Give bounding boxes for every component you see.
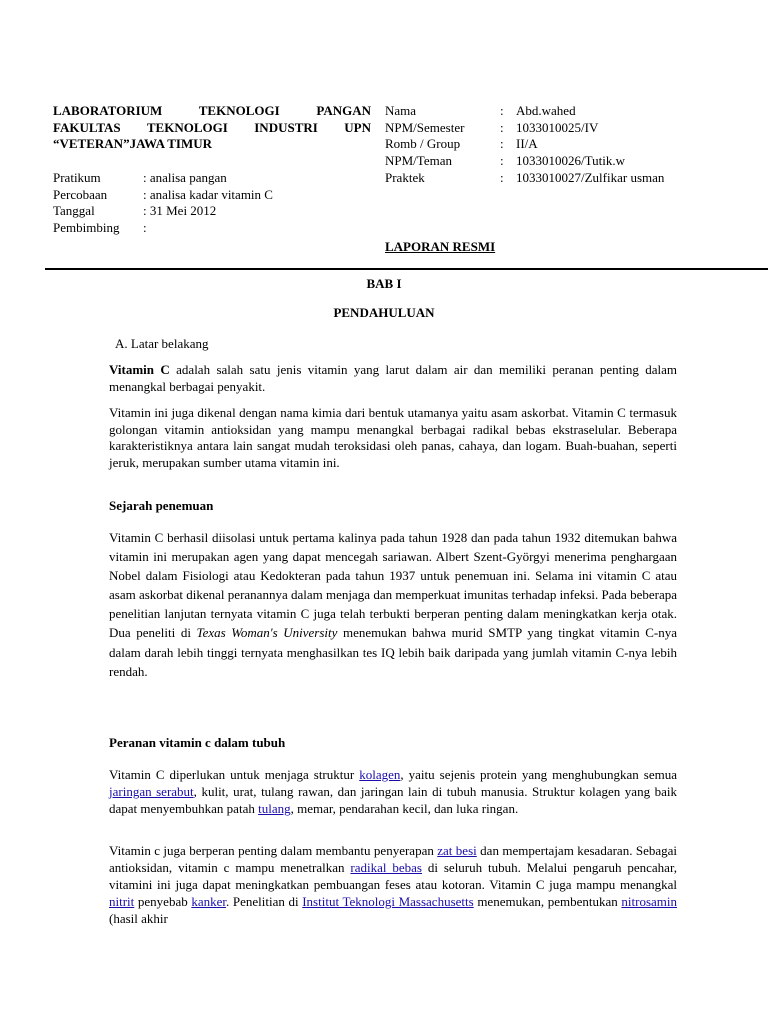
name-label: Nama [385,103,417,118]
group-label: Romb / Group [385,136,461,152]
paragraph-text: Vitamin C diperlukan untuk menjaga struktur [109,767,360,782]
practicum-value: : analisa pangan [143,170,227,185]
paragraph-text: Vitamin c juga berperan penting dalam membantu penyerapan [109,843,438,858]
name-row [385,103,664,120]
link-kolagen[interactable]: kolagen [359,767,401,782]
link-kanker[interactable]: kanker [191,894,226,909]
paragraph-text: menemukan, pembentukan [473,894,622,909]
practicum-label: Pratikum [53,170,101,185]
link-nitrit[interactable]: nitrit [109,894,135,909]
practicum-info [53,170,273,237]
colon: : [500,153,504,169]
paragraph-text: di seluruh tubuh. Melalui pengaruh pencahar, vitamini ini juga dapat meningkatkan pembuangan feses atau kotoran. Vitamin C juga mampu menangkal [109,860,677,892]
student-info [385,103,664,187]
colon: : [500,103,504,118]
supervisor-row [53,220,273,237]
experiment-row [53,187,273,204]
link-radikal-bebas[interactable]: radikal bebas [350,860,422,875]
paragraph-iron [109,842,677,927]
date-row [53,203,273,220]
npm-semester-label: NPM/Semester [385,119,465,135]
paragraph-ascorbic: Vitamin ini juga dikenal dengan nama kimia dari bentuk utamanya yaitu asam askorbat. Vitamin C termasuk golongan vitamin antioksidan yang mampu menangkal berbagai radikal bebas ekstraselular. Beberapa karakteristiknya antara lain sangat mudah teroksidasi oleh panas, cahaya, dan logam. Buah-buahan, seperti jeruk, merupakan sumber utama vitamin ini. [109,405,677,470]
date-label: Tanggal [53,203,95,219]
link-zat-besi[interactable]: zat besi [437,843,477,858]
header-divider [45,268,768,270]
paragraph-text: menemukan bahwa murid SMTP yang tingkat vitamin C-nya dalam darah lebih tinggi ternyata menghasilkan tes IQ lebih baik daripada yang jumlah vitamin C-nya lebih rendah. [109,625,677,679]
practicum-row [53,170,273,187]
colon: : [500,169,504,185]
supervisor-label: Pembimbing [53,220,120,236]
paragraph-text: . Penelitian di [226,894,303,909]
lab-heading-line: “VETERAN”JAWA TIMUR [53,136,213,152]
paragraph-text: (hasil akhir [109,911,168,926]
name-value: Abd.wahed [516,103,576,118]
colon: : [500,119,504,135]
chapter-heading: BAB I [366,276,402,291]
paragraph-collagen [109,766,677,817]
experiment-value: : analisa kadar vitamin C [143,186,273,202]
vitamin-c-term: Vitamin C [109,362,170,377]
paragraph-text: penyebab [134,894,192,909]
paragraph-intro [109,362,677,395]
npm-partner-label: NPM/Teman [385,153,452,169]
history-heading: Sejarah penemuan [109,498,214,513]
role-heading: Peranan vitamin c dalam tubuh [109,735,286,750]
paragraph-history [109,528,677,681]
lab-heading [53,103,371,153]
npm-partner-row [385,153,664,170]
npm-partner-value: 1033010026/Tutik.w [516,153,625,169]
link-tulang[interactable]: tulang [258,801,291,816]
supervisor-value: : [143,220,147,236]
lab-heading-line: FAKULTAS TEKNOLOGI INDUSTRI UPN [53,119,371,135]
link-jaringan-serabut[interactable]: jaringan serabut [109,784,194,799]
paragraph-text: Vitamin C berhasil diisolasi untuk pertama kalinya pada tahun 1928 dan pada tahun 1932 ditemukan bahwa vitamin ini merupakan agen yang dapat mencegah sariawan. Albert Szent-Györgyi menerima penghargaan Nobel dalam Fisiologi atau Kedokteran pada tahun 1937 untuk penemuan ini. Selama ini vitamin C atau asam askorbat dikenal peranannya dalam menjaga dan memperkuat imunitas terhadap infeksi. Pada beberapa penelitian lanjutan ternyata vitamin C juga telah terbukti berperan penting dalam meningkatkan kerja otak. Dua peneliti di [109,530,677,641]
paragraph-text: dan mempertajam kesadaran. Sebagai antioksidan, vitamin c mampu menetralkan [109,843,678,875]
subsection-a: A. Latar belakang [115,336,209,351]
paragraph-text: , yaitu sejenis protein yang menghubungkan semua [400,767,677,782]
practice-label: Praktek [385,169,425,185]
group-row [385,136,664,153]
link-institut-teknologi-massachusetts[interactable]: Institut Teknologi Massachusetts [302,894,474,909]
practice-value: 1033010027/Zulfikar usman [516,169,665,185]
paragraph-text: , kulit, urat, tulang rawan, dan jaringan lain di tubuh manusia. Struktur kolagen yang baik dapat menyembuhkan patah [109,784,677,816]
paragraph-text: adalah salah satu jenis vitamin yang larut dalam air dan memiliki peranan penting dalam menangkal berbagai penyakit. [109,362,677,394]
group-value: II/A [516,136,538,152]
paragraph-text: , memar, pendarahan kecil, dan luka ringan. [290,801,519,816]
colon: : [500,136,504,152]
npm-semester-row [385,120,664,137]
date-value: : 31 Mei 2012 [143,203,217,219]
practice-row [385,170,664,187]
experiment-label: Percobaan [53,186,108,202]
lab-heading-line: LABORATORIUM TEKNOLOGI PANGAN [53,103,371,118]
report-title: LAPORAN RESMI [385,239,496,254]
npm-semester-value: 1033010025/IV [516,119,599,135]
link-nitrosamin[interactable]: nitrosamin [621,894,677,909]
university-name: Texas Woman's University [196,625,338,641]
section-heading: PENDAHULUAN [333,305,435,320]
